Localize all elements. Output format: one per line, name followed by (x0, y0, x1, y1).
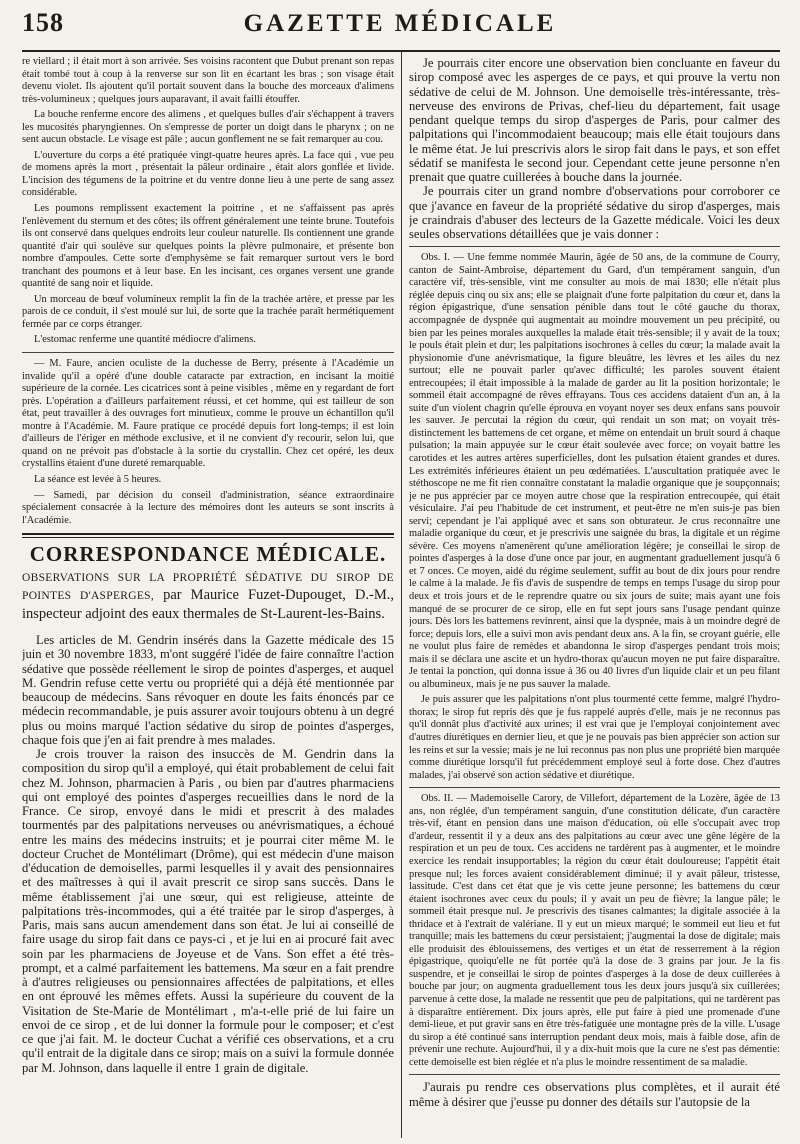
paragraph: Je crois trouver la raison des insuccès de M. Gendrin dans la composition du sirop qu'il a employé, qui était probablement de celui fait chez M. Johnson, pharmacien à Paris , ou bien par d'autres pharmaciens qui ont employé des pointes d'asperges recueillies dans le nord de la France. Ce sirop, envoyé dans le midi et prescrit à des malades tourmentés par des palpitations nerveuses ou anévrismatiques, a échoué entre les mains des médecins instruits; et je pourrai citer même M. le docteur Cruchet de Montélimart (Drôme), qui est médecin d'une maison d'éducation de demoiselles, parmi lesquelles il y avait des pensionnaires et des maîtresses à qui il avait prescrit ce sirop sans succès. Dans le même établissement j'ai une sœur, qui est religieuse, atteinte de palpitations très-incommodes, qui a été traitée par le sirop d'asperges, à Paris, mais sans aucun amendement dans son état. Je lui ai conseillé de faire usage du sirop fait dans ce pays-ci , et je lui en ai procuré fait avec soin par les pharmaciens de Joyeuse et de Vans. Son effet a été très-prompt, et a calmé parfaitement les battemens. Ma sœur en a fait prendre à d'autres religieuses ou pensionnaires affectées de palpitations, et elles en ont éprouvé les mêmes effets. Aussi la supérieure du couvent de la Visitation de Ste-Marie de Montélimart , m'a-t-elle prié de lui faire un envoi de ce sirop , et de lui donner la formule pour le composer; et c'est ce que j'ai fait. M. le docteur Cuchat a vérifié ces observations, et a cru qu'il entrait de la digitale dans ce sirop; mais on a suivi la formule donnée par M. Johnson, dans laquelle il entre 1 grain de digitale. (22, 747, 394, 1075)
paragraph: Je puis assurer que les palpitations n'ont plus tourmenté cette femme, malgré l'hydro-thorax; le sirop fut repris dès que je fus rappelé auprès d'elle, mais je ne reconnus pas qu'il donnât plus d'activité aux urines; il est vrai que je l'employai conjointement avec d'autres diurétiques en dernier lieu, et que je ne pouvais pas bien apprécier son action sur les reins et sur la vessie; mais je ne lui reconnus pas non plus une propriété bien marquée comme diurétique lorsqu'il fut précédemment employé seul à forte dose. Chez d'autres malades, j'ai observé son action sédative et diurétique. (409, 694, 780, 781)
paragraph: — M. Faure, ancien oculiste de la duchesse de Berry, présente à l'Académie un invalide qu'il a opéré d'une double cataracte par extraction, en incisant la moitié supérieure de la cornée. Les cicatrices sont à peine visibles , même en y regardant de fort près. L'opération a d'ailleurs parfaitement réussi, et cet homme, qui est tailleur de son état, peut travailler à des ouvrages fort minutieux, comme le prouve un échantillon qu'il montre à l'Académie. M. Faure pratique ce procédé depuis fort long-temps; il est loin d'ailleurs de l'ériger en méthode exclusive, et il ne convient d'y recourir, selon lui, que quand on ne prévoit pas d'obstacle à la sortie du crystallin. Chez cet opéré, les deux crystallins étaient d'une dureté remarquable. (22, 358, 394, 470)
paragraph: Les poumons remplissent exactement la poitrine , et ne s'affaissent pas après l'enlèvement du sternum et des côtes; ils offrent généralement une teinte brune. Toutefois ils ont conservé dans quelques endroits leur couleur naturelle. Ils contiennent une grande quantité d'air qui soulève sur quelques points la plèvre pulmonaire, et présente bon nombre d'ampoules. Cette sorte d'emphysème se fait remarquer surtout vers le bord tranchant des poumons et à leur base. En les incisant, ces organes versent une grande quantité de sang noir et liquide. (22, 203, 394, 290)
section-title: CORRESPONDANCE MÉDICALE. (29, 542, 387, 567)
divider (409, 246, 780, 247)
observation-2: Obs. II. — Mademoiselle Carory, de Villefort, département de la Lozère, âgée de 13 ans, non réglée, d'un tempérament sanguin, d'une constitution délicate, d'un caractère très-vif, étant en pension dans une maison d'éducation, où elle s'occupait avec trop d'ardeur, ressentit il y a deux ans des palpitations au cœur avec une gêne légère de la respiration et un peu de toux. Ces accidens ne tardèrent pas à augmenter, et le moindre exercice les rendait insupportables; la région du cœur était douloureuse; l'appétit était presque nul; les forces avaient considérablement diminué; il y avait pâleur, tristesse, lassitude. C'est dans cet état que je vis cette jeune personne; les battemens du cœur étaient isochrones avec ceux du pouls; il y avait un peu de fièvre; la langue pâle; le sommeil était presque nul. Je prescrivis des tisanes calmantes; la digitale associée à la thridace et à l'extrait de valériane. Il y eut un mieux marqué; le sommeil eut lieu et fut tranquille; mais les battemens du cœur persistaient; j'augmentai la dose de digitale; mais elle produisit des éblouissemens, des vertiges et un état de resserrement à la région épigastrique, quoiqu'elle ne fût portée qu'à la dose de 3 grains par jour. Je la fis suspendre, et je conseillai le sirop de pointes d'asperges à la dose de deux cuillerées à bouche par jour; on augmenta graduellement tous les deux jours jusqu'à six cuillerées; parvenue à cette dose, la malade ne ressentit que peu de palpitations, qui ne tardèrent pas à disparaître entièrement. Dix jours après, elle put faire à pied une promenade d'une demi-lieue, et put gravir sans en être très-fatiguée une montagne près de la ville. L'usage du sirop a été continué sans interruption pendant deux mois, mais à faible dose, afin de prévenir une rechute. Aujourd'hui, il y a dix-huit mois que la cure ne s'est pas démentie: cette demoiselle est bien réglée et n'a plus le moindre ressentiment de sa maladie. (409, 793, 780, 1068)
column-rule (401, 52, 402, 1138)
left-column (22, 56, 394, 1138)
observation-1: Obs. I. — Une femme nommée Maurin, âgée de 50 ans, de la commune de Courry, canton de Saint-Ambroise, département du Gard, d'un tempérament sanguin, d'un caractère vif, très-sensible, vint me consulter au mois de mai 1830; elle n'était plus réglée depuis cinq ou six ans; elle se plaignait d'une forte palpitation du cœur et, dans la région épigastrique, d'une sensation pénible dans tout le côté gauche du thorax, accompagnée de dyspnée qui augmentait au moindre mouvement un peu précipité, ou bien par les peines morales auxquelles la malade était très-sensible; il y avait de la toux; le pouls était plein et dur; les palpitations isochrones à celles du cœur; la malade avait la physionomie d'une anévrismatique, la figure bleuâtre, les lèvres et les ailes du nez surtout; elle ne pouvait parler qu'avec difficulté; les paroles souvent étaient entrecoupées; il était impossible à la malade de garder au lit la position horizontale; le sommeil était accompagné de rêves effrayans. Tous ces accidens dataient d'un an, à la suite d'un violent chagrin qu'elle éprouva en voyant noyer ses deux enfans sans pouvoir les sauver. Je percutai la région du cœur, qui rendait un son mat; on voyait très-distinctement les battemens de cet organe, et même on entendait un bruit sourd à chaque pulsation; la main appuyée sur le cœur était soulevée avec force; on voyait battre les carotides et les autres artères superficielles, dont les pulsation étaient grandes et dures. Les extrémités inférieures étaient un peu œdématiées. L'auscultation pratiquée avec le stéthoscope ne me fit rien connaître constatant la maladie organique que je soupçonnais; je ne pus apprécier par ce moyen autre chose que la respiration entrecoupée, qui était vésiculaire. J'ai peu l'habitude de cet instrument, et peut-être ne m'en suis-je pas bien servi; cependant je l'ai appliqué avec et sans son obturateur. Je crus reconnaître une maladie organique du cœur, et je prescrivis une saignée du bras, la digitale et un régime sévère. Ces moyens n'amenèrent qu'une amélioration légère; je conseillai le sirop de pointes d'asperges à la dose d'une once par jour, en augmentant graduellement jusqu'à 6 et 7 onces. Ce moyen, aidé du régime seulement, suffit au bout de dix jours pour rendre le calme à la malade. Je fis d'avis de suspendre de temps en temps l'usage du sirop pour deux et trois jours et de le reprendre quatre ou six jours de suite; mais ayant une fois manqué de se procurer de ce sirop, elle en fut sept jours sans l'usage pendant quinze jours. Dès lors les battemens revinrent, ainsi que la dyspnée, mais à un moindre degré de force; depuis lors, elle a suivi mon avis pendant deux ans. A la fin, se croyant guérie, elle ne voulut plus faire de remèdes et abandonna le sirop d'asperges pendant trois mois; mais il se déclara une ascite et un hydro-thorax qu'aucun moyen ne put faire disparaître. Je tentai la ponction, qui donna issue à 36 ou 40 livres d'un liquide clair et un peu filant ou albumineux, mais je ne pus sauver la malade. (409, 252, 780, 690)
journal-title: GAZETTE MÉDICALE (243, 10, 557, 37)
paragraph: — Samedi, par décision du conseil d'administration, séance extraordinaire spécialement consacrée à la lecture des mémoires dont les auteurs se sont inscrits à l'Académie. (22, 489, 394, 526)
paragraph: Un morceau de bœuf volumineux remplit la fin de la trachée artère, et presse par les parois de ce conduit, il s'est moulé sur lui, de sorte que la trachée paraît hermétiquement fermée par ce corps étranger. (22, 293, 394, 330)
paragraph: Je pourrais citer un grand nombre d'observations pour corroborer ce que j'avance en faveur de la propriété sédative du sirop d'asperges, mais je craindrais d'abuser des lecteurs de la Gazette médicale. Voici les deux seules observations détaillées que je vais donner : (409, 184, 780, 241)
paragraph: J'aurais pu rendre ces observations plus complètes, et il aurait été même à désirer que j'eusse pu donner des détails sur l'autopsie de la (409, 1080, 780, 1109)
divider (22, 352, 394, 353)
right-column (409, 56, 780, 1138)
divider (409, 787, 780, 788)
paragraph: La bouche renferme encore des alimens , et quelques bulles d'air s'échappent à travers les mucosités pharyngiennes. On s'empresse de porter un doigt dans le pharynx ; on ne sent aucun obstacle. Le visage est pâle ; aucun gonflement ne se fait remarquer au cou. (22, 109, 394, 146)
article-body (409, 1080, 780, 1109)
article-title-caps: OBSERVATIONS SUR LA PROPRIÉTÉ SÉDATIVE DU SIROP DE POINTES D'ASPERGES, (22, 571, 394, 603)
paragraph: Je pourrais citer encore une observation bien concluante en faveur du sirop composé avec les asperges de ce pays, et qui prouve la vertu non sédative de celui de M. Johnson. Une demoiselle très-intéressante, très-nerveuse des environs de Privas, chef-lieu du département, fait usage pendant quelque temps du sirop d'asperges de Paris, pour calmer des palpitations qui l'incommodaient beaucoup; mais elle était toujours dans le même état. Je lui prescrivis alors le sirop fait dans le pays, et son effet sédatif se manifesta le second jour. Cependant cette jeune personne n'en prenait que quatre cuillerées à bouche dans la journée. (409, 56, 780, 184)
article-title (22, 569, 394, 624)
divider (22, 537, 394, 538)
page-header (0, 4, 800, 48)
divider (409, 1074, 780, 1075)
paragraph: re viellard ; il était mort à son arrivée. Ses voisins racontent que Dubut prenant son repas était tombé tout à coup à la renverse sur son lit en écartant les bras ; son visage était devenu violet. Ils ajoutent qu'il portait souvent dans la bouche des morceaux d'alimens très-volumineux ; quelques jours auparavant, il avait failli étouffer. (22, 56, 394, 105)
paragraph: Les articles de M. Gendrin insérés dans la Gazette médicale des 15 juin et 30 novembre 1833, m'ont suggéré l'idée de faire connaître l'action sédative que possède réellement le sirop de pointes d'asperges, et auquel M. Gendrin refuse cette vertu ou propriété qui a déjà été mentionnée par beaucoup de médecins. Sans révoquer en doute les faits énoncés par ce médecin recommandable, je puis assurer avoir toujours obtenu à un degré plus ou moins marqué l'action sédative du sirop de pointes d'asperges, chaque fois que j'en ai fait prendre à mes malades. (22, 633, 394, 747)
paragraph: L'ouverture du corps a été pratiquée vingt-quatre heures après. La face qui , vue peu de momens après la mort , présentait la pâleur ordinaire , était alors gonflée et livide. L'incision des tégumens de la poitrine et du ventre donne lieu à une perte de sang assez considérable. (22, 149, 394, 199)
divider (22, 533, 394, 535)
article-title-author: par Maurice Fuzet-Dupouget, D.-M., inspecteur adjoint des eaux thermales de St-Laurent-les-Bains. (22, 587, 394, 622)
page-number: 158 (22, 8, 64, 37)
paragraph: La séance est levée à 5 heures. (34, 473, 162, 485)
paragraph: L'estomac renferme une quantité médiocre d'alimens. (34, 334, 256, 346)
article-body (22, 633, 394, 1075)
article-body (409, 56, 780, 241)
